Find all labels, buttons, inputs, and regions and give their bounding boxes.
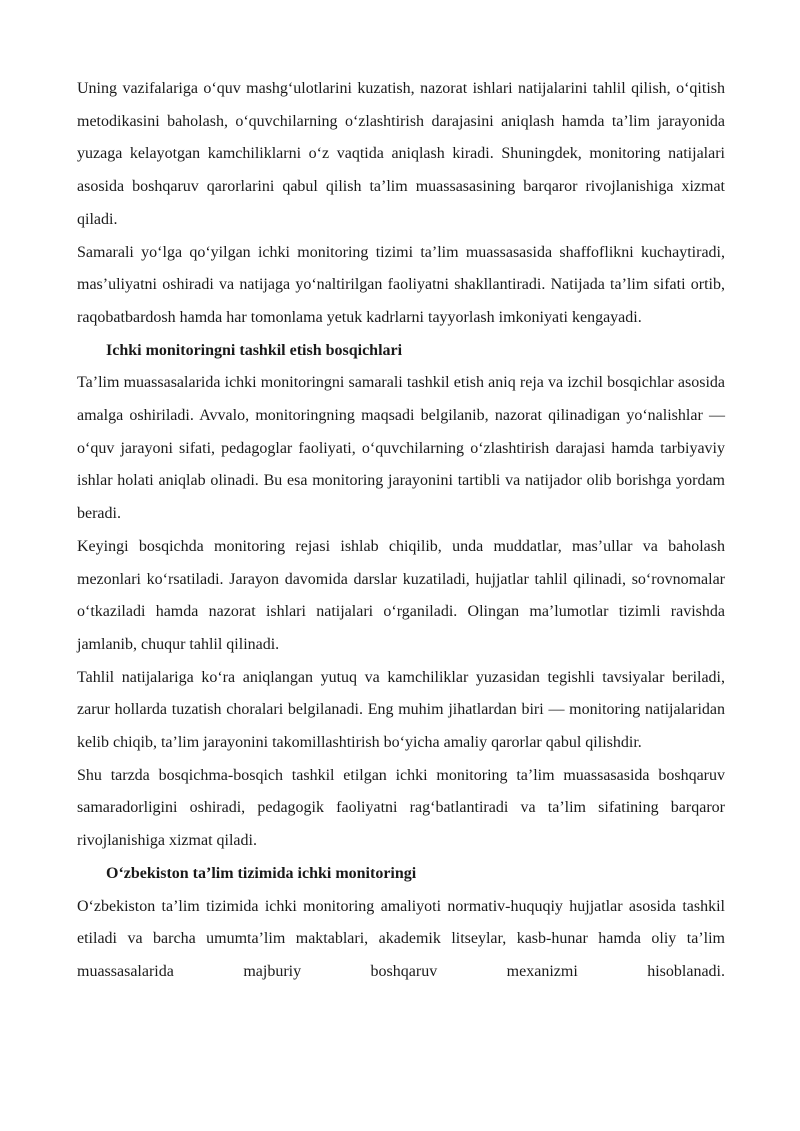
paragraph-monitoring-tasks: Uning vazifalariga o‘quv mashg‘ulotlarini kuzatish, nazorat ishlari natijalarini tahlil qilish, o‘qitish metodikasini baholash, o‘quvchilarning o‘zlashtirish darajasini aniqlash hamda ta’lim jarayonida yuzaga kelayotgan kamchiliklarni o‘z vaqtida aniqlash kiradi. Shuningdek, monitoring natijalari asosida boshqaruv qarorlarini qabul qilish ta’lim muassasasining barqaror rivojlanishiga xizmat qiladi. — [77, 80, 725, 228]
paragraph-monitoring-benefits: Samarali yo‘lga qo‘yilgan ichki monitoring tizimi ta’lim muassasasida shaffoflikni kuchaytiradi, mas’uliyatni oshiradi va natijaga yo‘naltirilgan faoliyatni shakllantiradi. Natijada ta’lim sifati ortib, raqobatbardosh hamda har tomonlama yetuk kadrlarni tayyorlash imkoniyati kengayadi. — [77, 243, 725, 326]
document-page — [77, 73, 725, 989]
section-heading-stages: Ichki monitoringni tashkil etish bosqichlari — [106, 341, 403, 359]
paragraph-analysis-results: Tahlil natijalariga ko‘ra aniqlangan yutuq va kamchiliklar yuzasidan tegishli tavsiyalar beriladi, zarur hollarda tuzatish choralari belgilanadi. Eng muhim jihatlardan biri — monitoring natijalaridan kelib chiqib, ta’lim jarayonini takomillashtirish bo‘yicha amaliy qarorlar qabul qilishdir. — [77, 668, 725, 752]
paragraph-uzbekistan-practice: O‘zbekiston ta’lim tizimida ichki monitoring amaliyoti normativ-huquqiy hujjatlar asosida tashkil etiladi va barcha umumta’lim maktablari, akademik litseylar, kasb-hunar hamda oliy ta’lim muassasalarida majburiy boshqaruv mexanizmi hisoblanadi. — [77, 897, 725, 980]
paragraph-stages-intro: Ta’lim muassasalarida ichki monitoringni samarali tashkil etish aniq reja va izchil bosqichlar asosida amalga oshiriladi. Avvalo, monitoringning maqsadi belgilanib, nazorat qilinadigan yo‘nalishlar — o‘quv jarayoni sifati, pedagoglar faoliyati, o‘quvchilarning o‘zlashtirish darajasi hamda tarbiyaviy ishlar holati aniqlab olinadi. Bu esa monitoring jarayonini tartibli va natijador olib borishga yordam beradi. — [77, 374, 725, 523]
paragraph-stepwise-summary: Shu tarzda bosqichma-bosqich tashkil etilgan ichki monitoring ta’lim muassasasida boshqaruv samaradorligini oshiradi, pedagogik faoliyatni rag‘batlantiradi va ta’lim sifatining barqaror rivojlanishiga xizmat qiladi. — [77, 766, 725, 850]
section-heading-uzbekistan: O‘zbekiston ta’lim tizimida ichki monitoringi — [106, 864, 417, 882]
paragraph-next-stage: Keyingi bosqichda monitoring rejasi ishlab chiqilib, unda muddatlar, mas’ullar va baholash mezonlari ko‘rsatiladi. Jarayon davomida darslar kuzatiladi, hujjatlar tahlil qilinadi, so‘rovnomalar o‘tkaziladi hamda nazorat ishlari natijalari o‘rganiladi. Olingan ma’lumotlar tizimli ravishda jamlanib, chuqur tahlil qilinadi. — [77, 537, 725, 653]
